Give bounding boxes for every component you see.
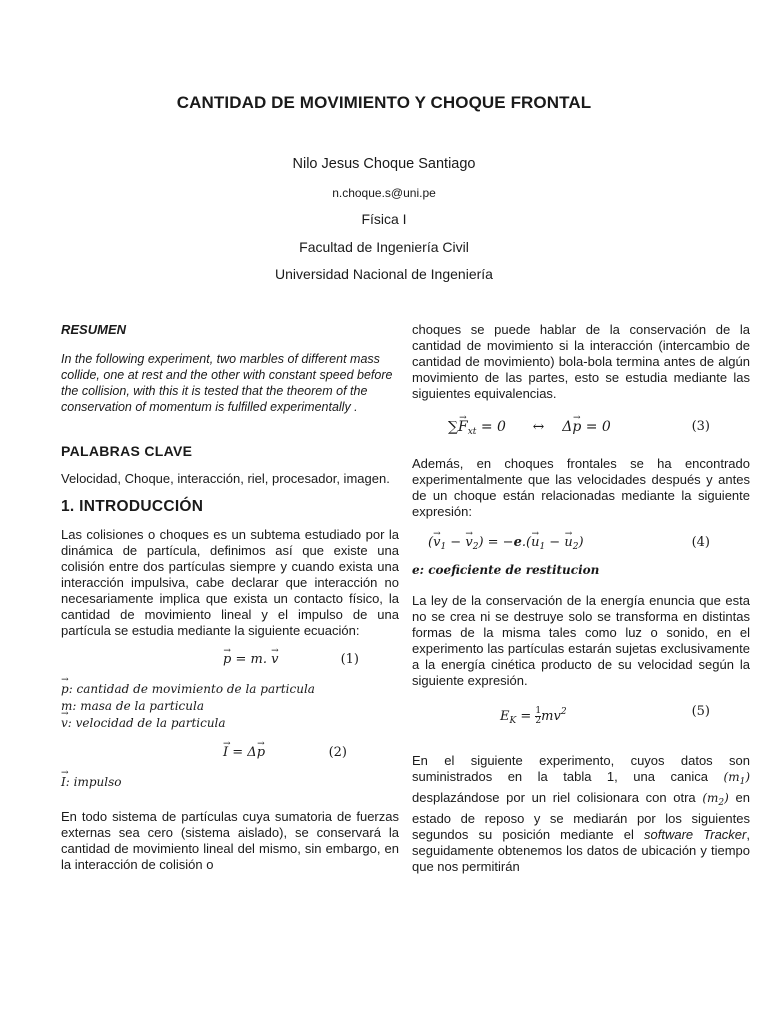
right-paragraph-4: En el siguiente experimento, cuyos datos son suministrados en la tabla 1, una canica $(m_1)$ desplazándose por un riel colisionara con otra $(m_2)$ en estado de reposo y se mediarán por los siguientes segundos su posición mediante el software Tracker, seguidamente obtenemos los datos de ubicación y tiempo que nos permitirán (412, 753, 750, 874)
right-paragraph-1: choques se puede hablar de la conservación de la cantidad de movimiento si la interacción (intercambio de cantidad de movimiento) bola-bola termina antes de algún movimiento de las partes, esto se estudia mediante las siguientes equivalencias. (412, 322, 750, 401)
abstract-heading: RESUMEN (61, 322, 127, 337)
equation-4-number: (4) (691, 535, 710, 550)
intro-paragraph-1: Las colisiones o choques es un subtema estudiado por la dinámica de partícula, definimos así que existe una colisión entre dos partículas siempre y cuando exista una interacción impulsiva, cabe declarar que interacción no necesariamente implica que exista un contacto físico, la cantidad de movimiento lineal y el impulso de una partícula se estudia mediante la siguiente ecuación: (61, 527, 399, 638)
definition-mass: m: masa de la particula (61, 699, 204, 713)
software-name: software Tracker (644, 827, 747, 842)
author-name: Nilo Jesus Choque Santiago (292, 156, 476, 172)
right-column (412, 322, 750, 875)
equation-2-number: (2) (328, 745, 347, 760)
keywords-text: Velocidad, Choque, interacción, riel, procesador, imagen. (61, 471, 390, 486)
definition-restitution: e: coeficiente de restitucion (412, 563, 600, 577)
equation-3-number: (3) (691, 419, 710, 434)
equation-1 (61, 649, 399, 671)
intro-heading: 1. INTRODUCCIÓN (61, 498, 204, 515)
keywords-heading: PALABRAS CLAVE (61, 443, 193, 459)
abstract-text: In the following experiment, two marbles of different mass collide, one at rest and the other with constant speed before the collision, with this it is tested that the theorem of the conservation of momentum is fulfilled experimentally . (61, 352, 393, 414)
intro-paragraph-2: En todo sistema de partículas cuya sumatoria de fuerzas externas sea cero (sistema aislado), se conservará la cantidad de movimiento lineal del mismo, sin embargo, en la interacción de colisión o (61, 809, 399, 872)
equation-1-expression: → p = m. → v (223, 652, 278, 668)
faculty-name: Facultad de Ingeniería Civil (299, 239, 469, 255)
definition-velocity: → v: velocidad de la particula (61, 715, 399, 732)
university-name: Universidad Nacional de Ingeniería (275, 266, 493, 282)
definition-impulse: → I: impulso (61, 774, 399, 791)
definitions-list (61, 681, 399, 732)
equation-1-number: (1) (340, 652, 359, 667)
right-paragraph-3: La ley de la conservación de la energía enuncia que esta no se crea ni se destruye solo se transforma en distintas formas de la misma tales como luz o sonido, en el experimento las partículas estarán sujetas exclusivamente a la energía cinética producto de su velocidad según la siguiente expresión. (412, 593, 750, 688)
equation-2 (61, 742, 399, 764)
equation-3 (412, 416, 750, 438)
equation-3-expression: ∑→ $F_{xt} = 0$ ↔ Δ→ p = 0 (448, 419, 611, 440)
left-column (61, 322, 399, 873)
author-email: n.choque.s@uni.pe (332, 186, 436, 200)
paper-title: CANTIDAD DE MOVIMIENTO Y CHOQUE FRONTAL (176, 93, 592, 112)
right-paragraph-2: Además, en choques frontales se ha encontrado experimentalmente que las velocidades después y antes de un choque están relacionadas mediante la siguiente expresión: (412, 456, 750, 519)
definition-momentum: → p: cantidad de movimiento de la particula (61, 681, 399, 698)
equation-4-expression: (→ $v_1$ − → $v_2) = -e.(\to u_1$ − → $u_2$) (428, 535, 584, 555)
symbol-m2: $(m_2)$ (702, 791, 729, 808)
course-name: Física I (361, 211, 407, 227)
equation-5-expression: $E_K$ = $\frac{1}{2}$ $mv^2$ (500, 706, 567, 726)
symbol-m1: $(m_1)$ (723, 770, 750, 787)
equation-5 (412, 701, 750, 726)
equation-4 (412, 532, 750, 554)
equation-2-expression: → I = Δ→ p (223, 745, 265, 761)
equation-5-number: (5) (691, 704, 710, 719)
